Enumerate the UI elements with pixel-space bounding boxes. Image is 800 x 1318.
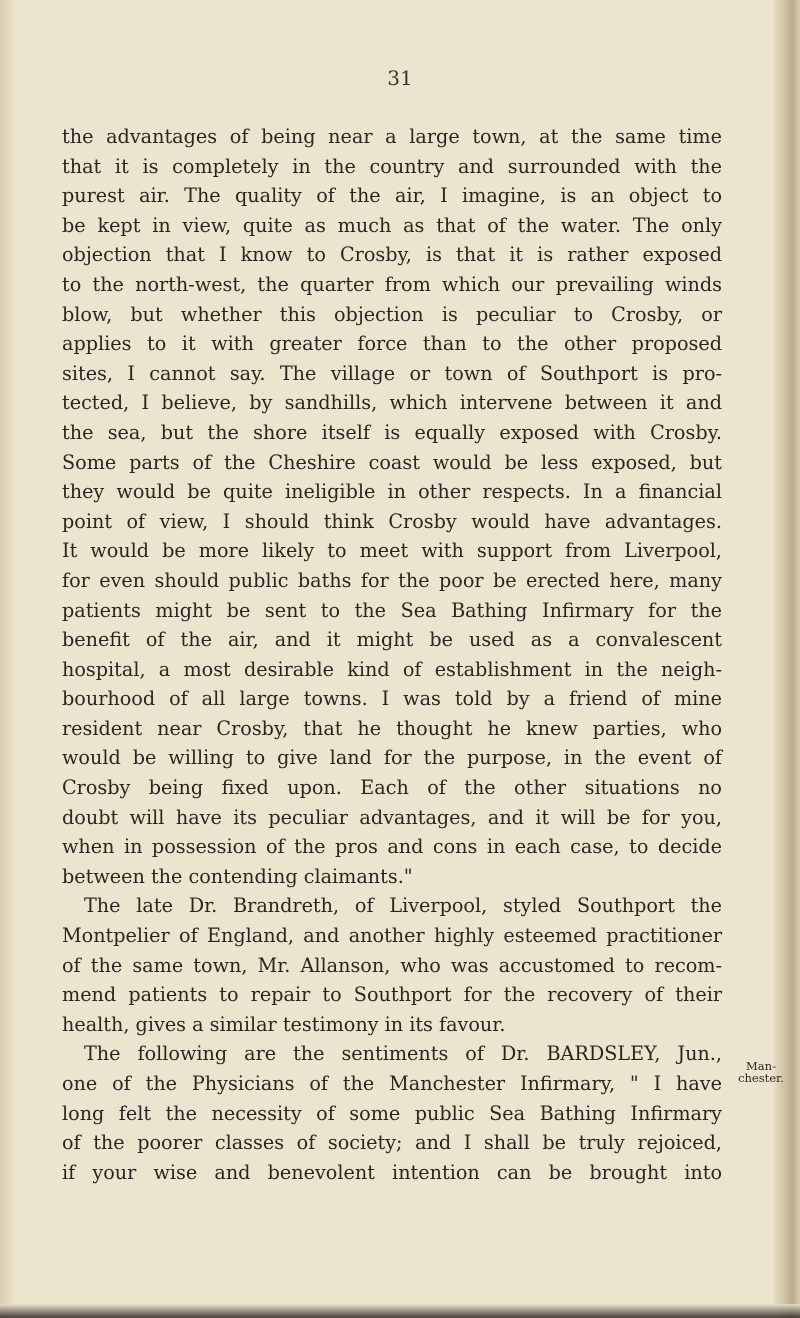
text-line: blow, but whether this objection is peculiar to Crosby, or: [62, 302, 722, 326]
text-line: bourhood of all large towns. I was told by a friend of mine: [62, 687, 722, 711]
page-number: 31: [387, 66, 413, 90]
text-line: when in possession of the pros and cons in each case, to decide: [62, 835, 722, 859]
text-line: hospital, a most desirable kind of establishment in the neigh-: [62, 657, 722, 681]
binding-gutter: [0, 0, 14, 1318]
text-line: point of view, I should think Crosby would have advantages.: [62, 509, 722, 533]
text-line: to the north-west, the quarter from which our prevailing winds: [62, 272, 722, 296]
text-line: of the same town, Mr. Allanson, who was accustomed to recom-: [62, 953, 722, 977]
margin-note-line: chester.: [738, 1071, 784, 1085]
text-line: It would be more likely to meet with support from Liverpool,: [62, 539, 722, 563]
text-line: purest air. The quality of the air, I imagine, is an object to: [62, 184, 722, 208]
body-text: [62, 122, 722, 1187]
text-line: be kept in view, quite as much as that of the water. The only: [62, 213, 722, 237]
text-line: Some parts of the Cheshire coast would be less exposed, but: [62, 450, 722, 474]
text-line: The late Dr. Brandreth, of Liverpool, styled Southport the: [84, 894, 722, 918]
page-edge: [774, 0, 800, 1318]
text-line: that it is completely in the country and surrounded with the: [62, 154, 722, 178]
text-line: of the poorer classes of society; and I shall be truly rejoiced,: [62, 1131, 722, 1155]
text-line: the sea, but the shore itself is equally exposed with Crosby.: [62, 420, 722, 444]
text-line: patients might be sent to the Sea Bathing Infirmary for the: [62, 598, 722, 622]
text-line: the advantages of being near a large town, at the same time: [62, 125, 722, 148]
text-line: they would be quite ineligible in other respects. In a financial: [62, 480, 722, 504]
text-line: The following are the sentiments of Dr. BARDSLEY, Jun.,: [84, 1042, 722, 1066]
margin-note-line: Man-: [746, 1059, 776, 1073]
text-line: for even should public baths for the poor be erected here, many: [62, 568, 722, 592]
text-line: doubt will have its peculiar advantages, and it will be for you,: [62, 805, 722, 829]
text-line: mend patients to repair to Southport for the recovery of their: [62, 983, 722, 1007]
text-line: resident near Crosby, that he thought he knew parties, who: [62, 716, 722, 740]
text-line: Crosby being fixed upon. Each of the other situations no: [62, 776, 722, 800]
text-line: tected, I believe, by sandhills, which intervene between it and: [62, 391, 722, 415]
text-line: applies to it with greater force than to the other proposed: [62, 332, 722, 356]
text-line: Montpelier of England, and another highly esteemed practitioner: [62, 924, 722, 948]
text-line: between the contending claimants.": [62, 864, 413, 888]
text-line: would be willing to give land for the purpose, in the event of: [62, 746, 722, 770]
text-line: long felt the necessity of some public Sea Bathing Infirmary: [62, 1101, 722, 1125]
text-line: objection that I know to Crosby, is that it is rather exposed: [62, 243, 722, 267]
margin-note: [730, 1060, 792, 1084]
text-line: health, gives a similar testimony in its favour.: [62, 1012, 506, 1036]
text-line: benefit of the air, and it might be used as a convalescent: [62, 628, 722, 652]
text-line: sites, I cannot say. The village or town of Southport is pro-: [62, 361, 722, 385]
page-bottom-shadow: [0, 1304, 800, 1318]
text-line: one of the Physicians of the Manchester Infirmary, " I have: [62, 1072, 722, 1095]
text-line: if your wise and benevolent intention can be brought into: [62, 1160, 722, 1184]
